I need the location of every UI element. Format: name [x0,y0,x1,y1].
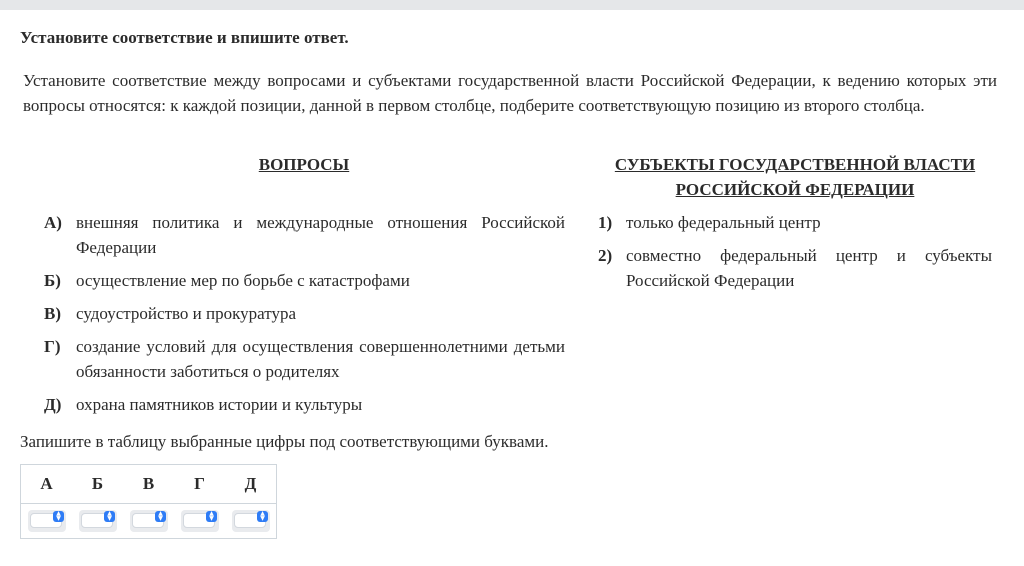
question-key: Б) [44,271,61,290]
answer-column-v: В [142,474,155,493]
answer-cell [225,503,276,538]
question-text: охрана памятников истории и культуры [76,395,363,414]
question-text: создание условий для осуществления совершеннолетними детьми обязанности заботиться о родителях [76,337,565,381]
answer-column-a: А [40,474,53,493]
answer-cell [174,503,225,538]
question-key: Г) [44,337,61,356]
answer-table-header [21,465,276,504]
answer-select-d[interactable] [232,510,270,532]
question-text: осуществление мер по борьбе с катастрофами [76,271,410,290]
answer-select-a[interactable] [28,510,66,532]
subject-text: совместно федеральный центр и субъекты Российской Федерации [626,246,992,290]
updown-chevron-icon: ▲ ▼ [257,511,268,522]
answer-select-b[interactable] [79,510,117,532]
answer-select-v[interactable] [130,510,168,532]
question-text: судоустройство и прокуратура [76,304,296,323]
answer-table [20,464,277,539]
updown-chevron-icon: ▲ ▼ [53,511,64,522]
answer-column-b: Б [91,474,104,493]
answer-instruction: Запишите в таблицу выбранные цифры под соответствующими буквами. [20,432,549,451]
answer-column-g: Г [194,474,205,493]
answer-table-selects [21,503,276,538]
subjects-column-header: СУБЪЕКТЫ ГОСУДАРСТВЕННОЙ ВЛАСТИ РОССИЙСКОЙ ФЕДЕРАЦИИ [614,155,976,199]
question-key: А) [44,213,62,232]
task-heading: Установите соответствие и впишите ответ. [20,28,349,47]
question-key: Д) [44,395,62,414]
questions-column-header: ВОПРОСЫ [258,155,350,174]
updown-chevron-icon: ▲ ▼ [155,511,166,522]
subject-key: 2) [598,246,613,265]
answer-select-g[interactable] [181,510,219,532]
answer-cell [72,503,123,538]
updown-chevron-icon: ▲ ▼ [104,511,115,522]
answer-cell [123,503,174,538]
answer-column-d: Д [244,474,257,493]
answer-cell [21,503,72,538]
task-description: Установите соответствие между вопросами и субъектами государственной власти Российской Федерации, к ведению которых эти вопросы относятся: к каждой позиции, данной в первом столбце, подберите соответствующую позицию из второго столбца. [23,71,997,115]
subject-key: 1) [598,213,613,232]
subject-text: только федеральный центр [626,213,821,232]
updown-chevron-icon: ▲ ▼ [206,511,217,522]
question-key: В) [44,304,61,323]
question-text: внешняя политика и международные отношения Российской Федерации [76,213,565,257]
top-bar [0,0,1024,10]
